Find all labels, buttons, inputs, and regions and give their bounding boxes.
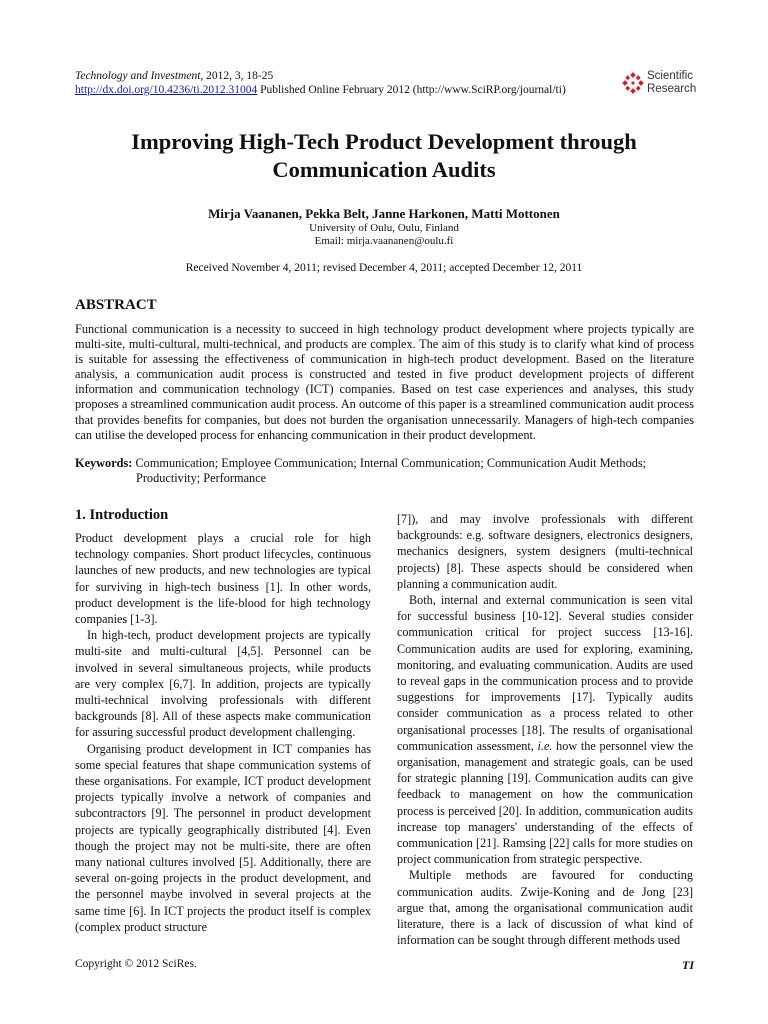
paragraph-part: how the personnel view the organisation, management and strategic goals, can be used for strategic planning [19]. Communication audits can give feedback to management on how the communication process is perceived [20]. In addition, communication audits increase top managers' understanding of the effects of communication [21]. Ramsing [22] calls for more studies on project communication from strategic perspective.: [397, 738, 694, 867]
paragraph: Organising product development in ICT companies has some special features that shape communication systems of these organisations. For example, ICT product development projects typically involve a network of companies and subcontractors [9]. The personnel in product development projects are typically geographically distributed [4]. Even though the project may not be multi-site, there are often many national cultures involved [5]. Additionally, there are several on-going projects in the product development, and the personnel maybe involved in several projects at the same time [6]. In ICT projects the product itself is complex (complex product structure: [75, 741, 371, 934]
journal-details: , 2012, 3, 18-25: [200, 70, 274, 82]
paragraph: [7]), and may involve professionals with different backgrounds: e.g. software designers, electronics designers, mechanics designers, system designers (multi-technical projects) [8]. These aspects should be considered when planning a communication audit.: [397, 512, 693, 591]
paragraph: Multiple methods are favoured for conducting communication audits. Zwije-Koning and de Jong [23] argue that, among the organisational communication audit literature, there is a lack of discussion of what kind of information can be sought through different methods used: [397, 868, 693, 948]
keywords: [75, 456, 694, 486]
abstract-heading: ABSTRACT: [75, 297, 157, 313]
author-email: Email: mirja.vaananen@oulu.fi: [314, 235, 454, 247]
copyright: Copyright © 2012 SciRes.: [75, 958, 197, 970]
logo-line2: Research: [647, 83, 697, 95]
logo-line1: Scientific: [647, 70, 694, 82]
received-dates: Received November 4, 2011; revised December 4, 2011; accepted December 12, 2011: [185, 262, 583, 274]
section-heading-introduction: 1. Introduction: [75, 507, 169, 523]
paragraph-part: Both, internal and external communication is seen vital for successful business [10-12]. Several studies consider communication critical for project success [13-16]. Communication audits are used for exploring, examining, monitoring, and evaluating communication. Audits are used to reveal gaps in the communication process and to provide suggestions for improvements [17]. Typically audits consider communication as a process related to other organisational processes [18]. The results of organisational communication assessment,: [397, 593, 693, 753]
body-column-left: [75, 530, 371, 935]
affiliation: University of Oulu, Oulu, Finland: [309, 222, 459, 234]
ie-abbr: i.e.: [537, 738, 553, 753]
logo-text: [647, 70, 696, 96]
abstract-text: Functional communication is a necessity to succeed in high technology product development where projects typically are multi-site, multi-cultural, multi-technical, and products are complex. The aim of this study is to clarify what kind of process is suitable for assessing the effectiveness of communication in high-tech product development. Based on the literature analysis, a communication audit process is constructed and tested in five product development projects of different information and communication technology (ICT) companies. Based on test case experiences and analyses, this study proposes a streamlined communication audit process. An outcome of this paper is a streamlined communication audit process that provides benefits for companies, but does not burden the organisation unnecessarily. Managers of high-tech companies can utilise the developed process for enhancing communication in their product development.: [75, 322, 694, 442]
journal-citation: [75, 69, 273, 83]
scientific-research-logo: [622, 70, 702, 100]
paper-title: Improving High-Tech Product Development through Communication Audits: [131, 129, 637, 182]
scirp-flower-icon: [622, 72, 644, 94]
keywords-label: Keywords:: [75, 456, 133, 470]
published-info: Published Online February 2012 (http://www.SciRP.org/journal/ti): [257, 84, 566, 96]
keywords-line1: Communication; Employee Communication; Internal Communication; Communication Audit Methods;: [132, 456, 647, 470]
affiliation-block: [60, 222, 708, 248]
doi-link[interactable]: http://dx.doi.org/10.4236/ti.2012.31004: [75, 84, 258, 96]
paper-authors: Mirja Vaananen, Pekka Belt, Janne Harkonen, Matti Mottonen: [208, 206, 560, 221]
paragraph: Product development plays a crucial role for high technology companies. Short product lifecycles, continuous launches of new products, and new technologies are typical for surviving in high-tech business [1]. In other words, product development is the life-blood for high technology companies [1-3].: [75, 531, 371, 627]
paragraph: In high-tech, product development projects are typically multi-site and multi-cultural [4,5]. Personnel can be involved in several simultaneous projects, while products are very complex [6,7]. In addition, projects are typically multi-technical involving professionals with different backgrounds [8]. All of these aspects make communication for assuring successful product development challenging.: [75, 628, 371, 740]
doi-line: [75, 83, 566, 97]
journal-name: Technology and Investment: [75, 70, 201, 82]
paragraph: [397, 592, 693, 867]
journal-abbreviation: TI: [682, 958, 694, 972]
body-column-right: [397, 511, 693, 948]
keywords-line2: Productivity; Performance: [136, 471, 267, 486]
